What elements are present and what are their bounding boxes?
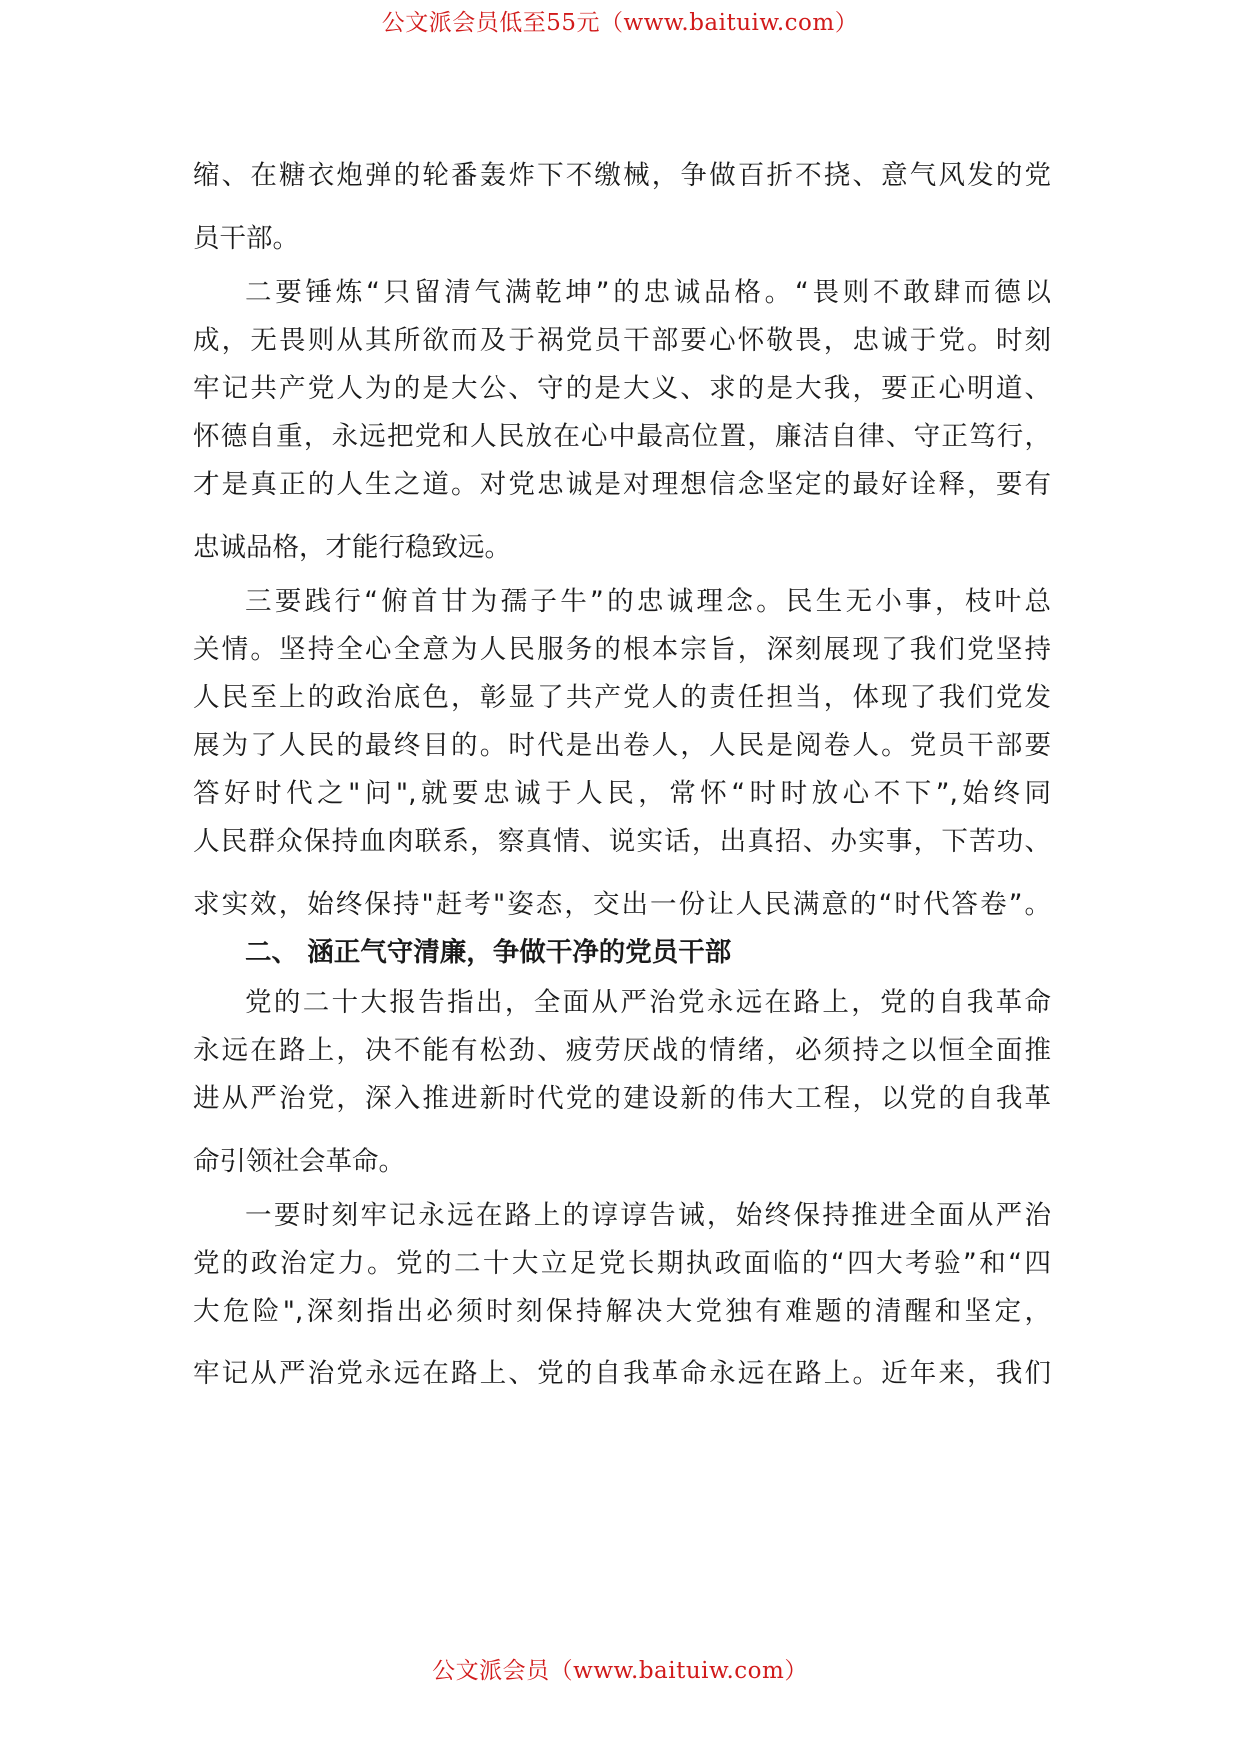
paragraph-line: 永远在路上，决不能有松劲、疲劳厌战的情绪，必须持之以恒全面推 [193, 1035, 1051, 1066]
section-heading: 二、 涵正气守清廉，争做干净的党员干部 [245, 937, 732, 968]
paragraph-line: 党的政治定力。党的二十大立足党长期执政面临的“四大考验”和“四 [193, 1248, 1051, 1279]
paragraph-line: 展为了人民的最终目的。时代是出卷人，人民是阅卷人。党员干部要 [193, 730, 1051, 761]
paragraph-line: 成，无畏则从其所欲而及于祸党员干部要心怀敬畏，忠诚于党。时刻 [193, 325, 1051, 356]
paragraph-line: 缩、在糖衣炮弹的轮番轰炸下不缴械，争做百折不挠、意气风发的党 [193, 160, 1051, 191]
paragraph-line: 关情。坚持全心全意为人民服务的根本宗旨，深刻展现了我们党坚持 [193, 634, 1051, 665]
paragraph-line: 怀德自重，永远把党和人民放在心中最高位置，廉洁自律、守正笃行， [193, 421, 1051, 452]
paragraph-line: 一要时刻牢记永远在路上的谆谆告诫，始终保持推进全面从严治 [245, 1200, 1051, 1231]
paragraph-line: 人民至上的政治底色，彰显了共产党人的责任担当，体现了我们党发 [193, 682, 1051, 713]
paragraph-line: 牢记从严治党永远在路上、党的自我革命永远在路上。近年来，我们 [193, 1358, 1051, 1389]
paragraph-line: 牢记共产党人为的是大公、守的是大义、求的是大我，要正心明道、 [193, 373, 1051, 404]
paragraph-line: 才是真正的人生之道。对党忠诚是对理想信念坚定的最好诠释，要有 [193, 469, 1051, 500]
paragraph-line: 大危险",深刻指出必须时刻保持解决大党独有难题的清醒和坚定， [193, 1296, 1051, 1327]
paragraph-line: 党的二十大报告指出，全面从严治党永远在路上，党的自我革命 [245, 987, 1051, 1018]
footer-banner: 公文派会员（www.baituiw.com） [432, 1658, 808, 1684]
paragraph-line: 三要践行“俯首甘为孺子牛”的忠诚理念。民生无小事，枝叶总 [245, 586, 1051, 617]
paragraph-line: 二要锤炼“只留清气满乾坤”的忠诚品格。“畏则不敢肆而德以 [245, 277, 1051, 308]
header-banner: 公文派会员低至55元（www.baituiw.com） [381, 10, 859, 36]
paragraph-line: 命引领社会革命。 [193, 1146, 405, 1177]
paragraph-line: 进从严治党，深入推进新时代党的建设新的伟大工程，以党的自我革 [193, 1083, 1051, 1114]
paragraph-line: 员干部。 [193, 223, 299, 254]
paragraph-line: 求实效，始终保持"赶考"姿态，交出一份让人民满意的“时代答卷”。 [193, 889, 1051, 920]
paragraph-line: 人民群众保持血肉联系，察真情、说实话，出真招、办实事，下苦功、 [193, 826, 1051, 857]
paragraph-line: 忠诚品格，才能行稳致远。 [193, 532, 511, 563]
paragraph-line: 答好时代之"问",就要忠诚于人民，常怀“时时放心不下”,始终同 [193, 778, 1051, 809]
